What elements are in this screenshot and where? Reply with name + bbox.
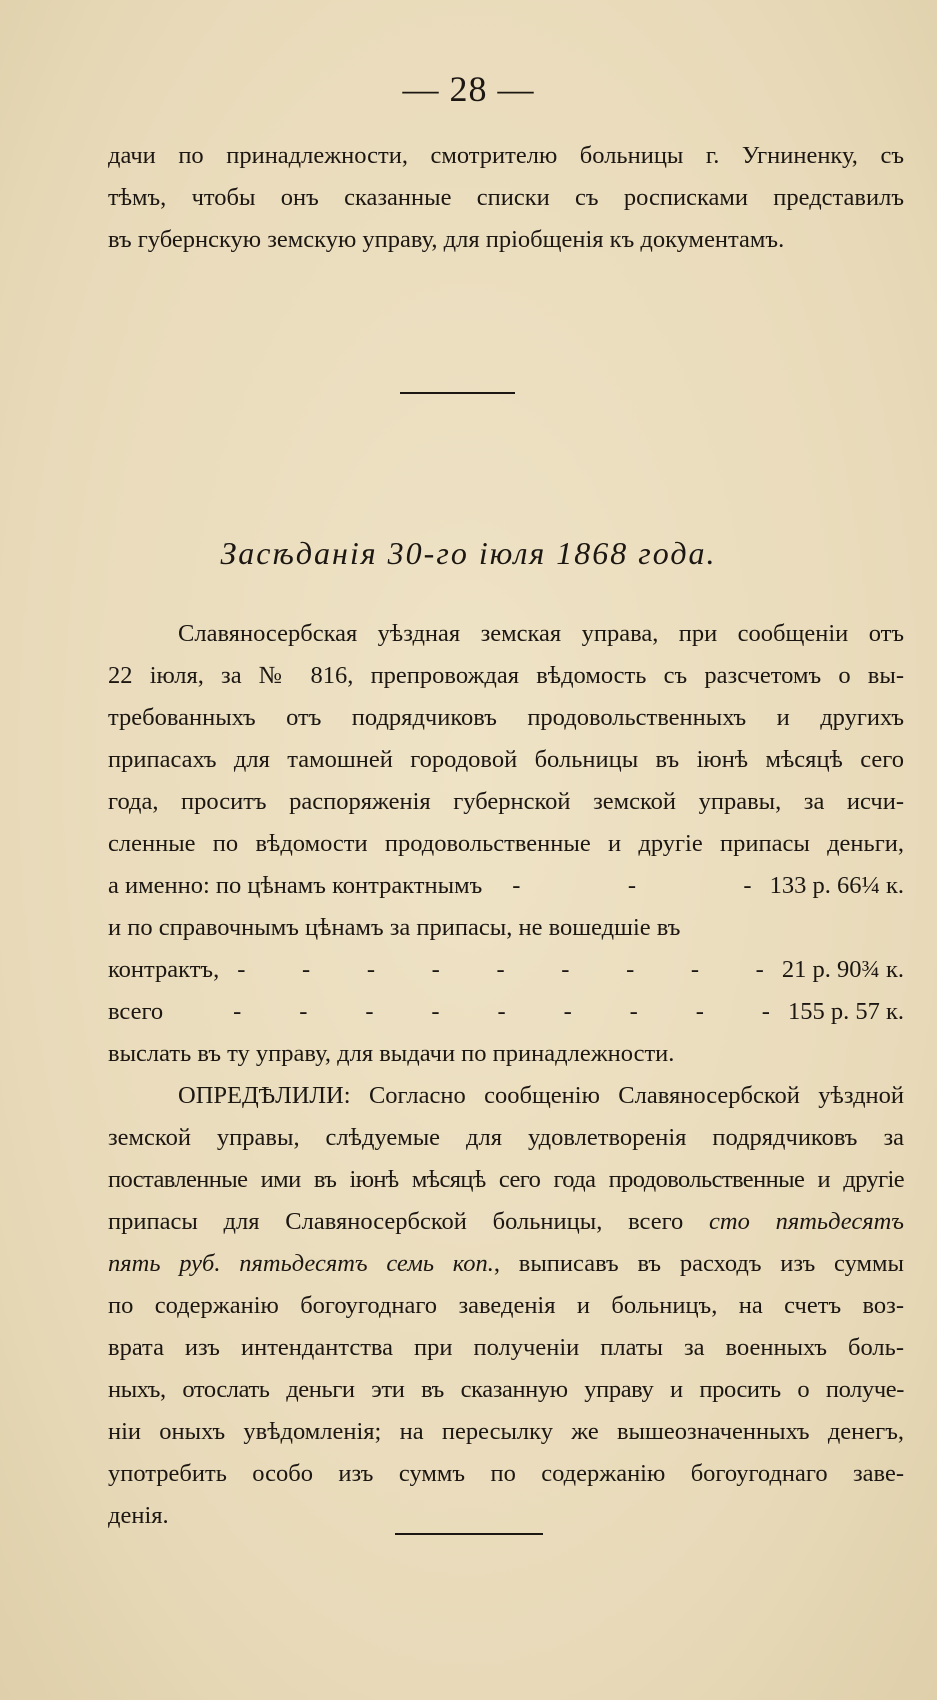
amount-value: 155 р. 57 к. (787, 998, 904, 1025)
text-line: пять руб. пятьдесятъ семь коп., выписавъ въ расходъ изъ суммы (108, 1250, 904, 1277)
text-line: 22 іюля, за № 816, препровождая вѣдомость съ разсчетомъ о вы- (108, 662, 904, 689)
text-line: въ губернскую земскую управу, для пріобщенія къ документамъ. (108, 226, 785, 253)
text-line: по содержанію богоугоднаго заведенія и больницъ, на счетъ воз- (108, 1292, 904, 1319)
text-line: ніи оныхъ увѣдомленія; на пересылку же вышеозначенныхъ денегъ, (108, 1418, 904, 1445)
amount-line-reference: и по справочнымъ цѣнамъ за припасы, не вошедшіе въ (108, 914, 681, 941)
italic-amount: пять руб. пятьдесятъ семь коп. (108, 1250, 494, 1277)
amount-label: всего (108, 998, 164, 1025)
text-line: припасы для Славяносербской больницы, всего сто пятьдесятъ (108, 1208, 904, 1235)
resolution-line: ОПРЕДѢЛИЛИ: Согласно сообщенію Славяносербской уѣздной (178, 1082, 905, 1109)
separator-rule (400, 392, 515, 394)
amount-label: контрактъ, (108, 956, 220, 983)
text-line: врата изъ интендантства при полученіи платы за военныхъ боль- (108, 1334, 904, 1361)
main-paragraph (108, 613, 904, 1537)
text-line: земской управы, слѣдуемые для удовлетворенія подрядчиковъ за (108, 1124, 904, 1151)
dash-leader: - - - - - - - - - (237, 956, 764, 983)
text-line: дачи по принадлежности, смотрителю больницы г. Угниненку, съ (108, 142, 904, 169)
page-number: — 28 — (402, 69, 535, 109)
top-paragraph (108, 135, 904, 261)
text-line: поставленные ими въ іюнѣ мѣсяцѣ сего года продовольственные и другіе (108, 1166, 904, 1193)
text-line: сленные по вѣдомости продовольственные и другіе припасы деньги, (108, 830, 904, 857)
text-line: выслать въ ту управу, для выдачи по принадлежности. (108, 1040, 675, 1067)
amount-line-outside-contract (108, 949, 904, 991)
amount-value: 133 р. 66¼ к. (769, 872, 904, 899)
section-heading: Засѣданія 30-го іюля 1868 года. (220, 535, 717, 571)
dash-leader: - - - (512, 872, 752, 899)
separator-rule (395, 1533, 543, 1535)
amount-label: а именно: по цѣнамъ контрактнымъ (108, 872, 483, 899)
amount-line-contract (108, 865, 904, 907)
text-line: требованныхъ отъ подрядчиковъ продовольственныхъ и другихъ (108, 704, 904, 731)
amount-line-total (108, 991, 904, 1033)
text-line: тѣмъ, чтобы онъ сказанные списки съ росписками представилъ (108, 184, 904, 211)
text-line: денія. (108, 1502, 169, 1529)
text-line: употребить особо изъ суммъ по содержанію богоугоднаго заве- (108, 1460, 904, 1487)
text-line: года, проситъ распоряженія губернской земской управы, за исчи- (108, 788, 904, 815)
text-line: припасахъ для тамошней городовой больницы въ іюнѣ мѣсяцѣ сего (108, 746, 904, 773)
amount-value: 21 р. 90¾ к. (781, 956, 904, 983)
text-line: Славяносербская уѣздная земская управа, при сообщеніи отъ (178, 620, 904, 647)
resolution-label: ОПРЕДѢЛИЛИ: (178, 1082, 351, 1109)
italic-amount: сто пятьдесятъ (709, 1208, 904, 1235)
text-line: ныхъ, отослать деньги эти въ сказанную управу и просить о получе- (108, 1376, 904, 1403)
dash-leader: - - - - - - - - - (233, 998, 770, 1025)
